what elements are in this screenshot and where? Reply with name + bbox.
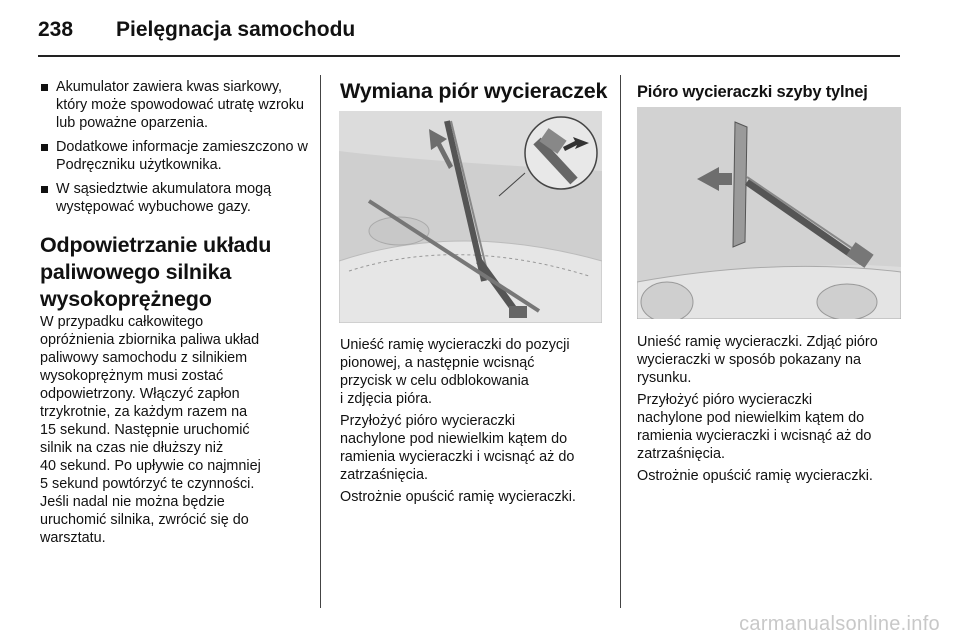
page-title: Pielęgnacja samochodu	[116, 18, 356, 41]
body-line: trzykrotnie, za każdym razem na	[40, 404, 248, 420]
wiper-paragraph-2	[340, 412, 608, 484]
body-line: silnik na czas nie dłuższy niż	[40, 440, 224, 456]
bullet-square-icon	[41, 144, 48, 151]
column-left	[40, 78, 312, 547]
body-line: wycieraczki w sposób pokazany na	[637, 352, 861, 368]
body-line: W przypadku całkowitego	[40, 314, 204, 330]
body-line: przycisk w celu odblokowania	[340, 373, 529, 389]
header-rule	[38, 55, 900, 57]
body-line: Przyłożyć pióro wycieraczki	[637, 392, 813, 408]
body-line: warsztatu.	[40, 530, 106, 546]
column-right	[637, 81, 903, 103]
watermark: carmanualsonline.info	[739, 613, 940, 635]
body-line: ramienia wycieraczki i wcisnąć aż do	[637, 428, 872, 444]
rear-paragraph-1	[637, 333, 903, 387]
body-line: Unieść ramię wycieraczki. Zdjąć pióro	[637, 334, 878, 350]
body-line: zatrzaśnięcia.	[340, 467, 428, 483]
heading-line: Odpowietrzanie układu	[40, 233, 272, 257]
column-divider-2	[620, 75, 621, 608]
body-line: uruchomić silnika, zwrócić się do	[40, 512, 249, 528]
section-heading-wiper-blades: Wymiana piór wycieraczek	[340, 79, 608, 103]
body-line: wysokoprężnym musi zostać	[40, 368, 224, 384]
body-line: nachylone pod niewielkim kątem do	[340, 431, 568, 447]
body-line: 40 sekund. Po upływie co najmniej	[40, 458, 261, 474]
heading-line: wysokoprężnego	[40, 287, 212, 311]
body-line: 5 sekund powtórzyć te czynności.	[40, 476, 255, 492]
body-line: 15 sekund. Następnie uruchomić	[40, 422, 250, 438]
rear-wiper-illustration	[637, 107, 901, 319]
column-middle	[340, 78, 608, 105]
heading-line: paliwowego silnika	[40, 260, 232, 284]
body-line: Jeśli nadal nie można będzie	[40, 494, 225, 510]
bullet-item: Akumulator zawiera kwas siarkowy, który może spowodować utratę wzroku lub poważne oparzenia.	[40, 78, 312, 132]
body-line: Ostrożnie opuścić ramię wycieraczki.	[340, 489, 576, 505]
column-middle-text	[340, 336, 608, 506]
windscreen-wiper-illustration	[339, 111, 602, 323]
body-line: i zdjęcia pióra.	[340, 391, 432, 407]
body-line: paliwowy samochodu z silnikiem	[40, 350, 248, 366]
page-number: 238	[38, 18, 74, 41]
body-line: Ostrożnie opuścić ramię wycieraczki.	[637, 468, 873, 484]
body-line: rysunku.	[637, 370, 692, 386]
body-line: ramienia wycieraczki i wcisnąć aż do	[340, 449, 575, 465]
body-line: nachylone pod niewielkim kątem do	[637, 410, 865, 426]
section-heading-rear-wiper: Pióro wycieraczki szyby tylnej	[637, 83, 868, 101]
bullet-square-icon	[41, 186, 48, 193]
body-line: Unieść ramię wycieraczki do pozycji	[340, 337, 570, 353]
wiper-paragraph-3	[340, 488, 608, 506]
body-line: Przyłożyć pióro wycieraczki	[340, 413, 516, 429]
wiper-paragraph-1	[340, 336, 608, 408]
warning-bullet-list	[40, 78, 312, 216]
body-line: odpowietrzony. Włączyć zapłon	[40, 386, 240, 402]
body-line: opróżnienia zbiornika paliwa układ	[40, 332, 260, 348]
column-divider-1	[320, 75, 321, 608]
body-line: pionowej, a następnie wcisnąć	[340, 355, 535, 371]
section-heading-fuel-bleeding	[40, 232, 312, 313]
rear-paragraph-2	[637, 391, 903, 463]
body-line: zatrzaśnięcia.	[637, 446, 725, 462]
fuel-bleeding-body	[40, 313, 312, 547]
bullet-item: W sąsiedztwie akumulatora mogą występować wybuchowe gazy.	[40, 180, 312, 216]
bullet-square-icon	[41, 84, 48, 91]
rear-paragraph-3	[637, 467, 903, 485]
bullet-item: Dodatkowe informacje zamieszczono w Podręczniku użytkownika.	[40, 138, 312, 174]
column-right-text	[637, 333, 903, 485]
